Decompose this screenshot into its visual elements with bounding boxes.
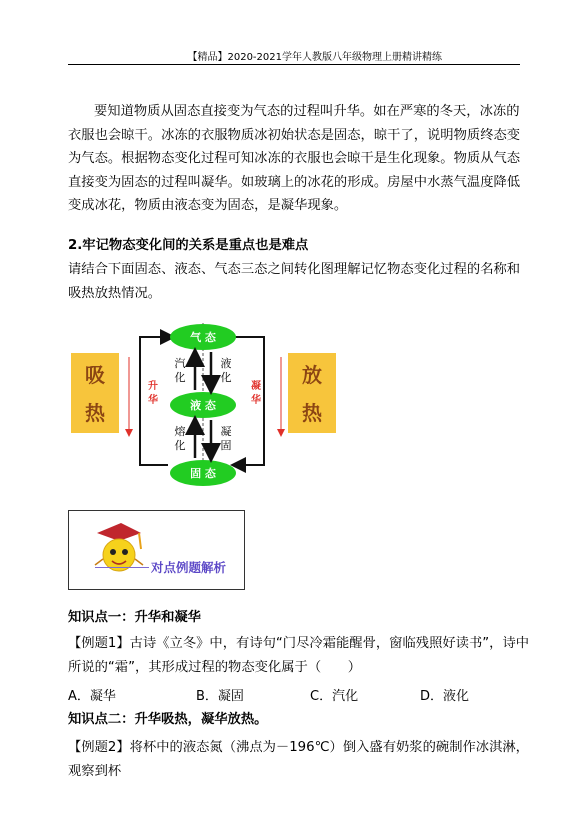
solid-state-label: 固 态 <box>190 467 216 480</box>
absorb-char-1: 吸 <box>85 363 105 387</box>
liquid-state-label: 液 态 <box>190 399 216 412</box>
liquefaction-char-1: 液 <box>220 357 232 370</box>
solidification-char-2: 固 <box>220 439 232 452</box>
logo-title: 对点例题解析 <box>151 560 227 575</box>
option-b: B．凝固 <box>196 689 244 704</box>
knowledge-point-1: 知识点一：升华和凝华 <box>68 610 201 625</box>
paragraph-sublimation: 要知道物质从固态直接变为气态的过程叫升华。如在严寒的冬天，冰冻的衣服也会晾干。冰冻的衣服物质冰初始状态是固态，晾干了，说明物质终态变为气态。根据物态变化过程可知冰冻的衣服也会晾干是生化现象。物质从气态直接变为固态的过程叫凝华。如玻璃上的冰花的形成。房屋中水蒸气温度降低变成冰花，物质由液态变为固态，是凝华现象。 <box>68 104 521 213</box>
option-a: A．凝华 <box>68 689 116 704</box>
release-char-1: 放 <box>302 363 322 387</box>
absorb-heat-box <box>71 353 119 433</box>
paragraph-diagram-intro: 请结合下面固态、液态、气态三态之间转化图理解记忆物态变化过程的名称和吸热放热情况。 <box>68 262 521 301</box>
deposition-label-1: 凝 <box>251 381 261 392</box>
absorb-char-2: 热 <box>85 401 105 425</box>
melting-char-1: 熔 <box>174 425 186 438</box>
melting-char-2: 化 <box>174 439 186 452</box>
option-c: C．汽化 <box>310 689 359 704</box>
liquefaction-char-2: 化 <box>220 371 232 384</box>
release-char-2: 热 <box>302 401 322 425</box>
example-1-question: 【例题1】古诗《立冬》中，有诗句“门尽冷霜能醒骨，窗临残照好读书”，诗中所说的“霜”，其形成过程的物态变化属于（ ） <box>68 636 530 675</box>
vaporization-char-1: 汽 <box>174 357 186 370</box>
vaporization-char-2: 化 <box>174 371 186 384</box>
page-header: 【精品】2020-2021学年人教版八年级物理上册精讲精练 <box>68 48 520 65</box>
section-heading-2: 2.牢记物态变化间的关系是重点也是难点 <box>68 238 309 253</box>
example-analysis-logo <box>68 510 245 590</box>
option-d: D．液化 <box>420 689 470 704</box>
sublimation-label-1: 升 <box>148 381 158 392</box>
state-change-diagram <box>68 315 518 493</box>
release-heat-box <box>288 353 336 433</box>
solidification-char-1: 凝 <box>220 425 232 438</box>
sublimation-label-2: 华 <box>148 395 158 406</box>
cartoon-mascot-icon <box>89 519 149 579</box>
gas-state-label: 气 态 <box>190 331 216 344</box>
knowledge-point-2: 知识点二：升华吸热，凝华放热。 <box>68 712 268 727</box>
example-2-question: 【例题2】将杯中的液态氮（沸点为－196℃）倒入盛有奶浆的碗制作冰淇淋，观察到杯 <box>68 740 529 779</box>
deposition-label-2: 华 <box>251 395 261 406</box>
